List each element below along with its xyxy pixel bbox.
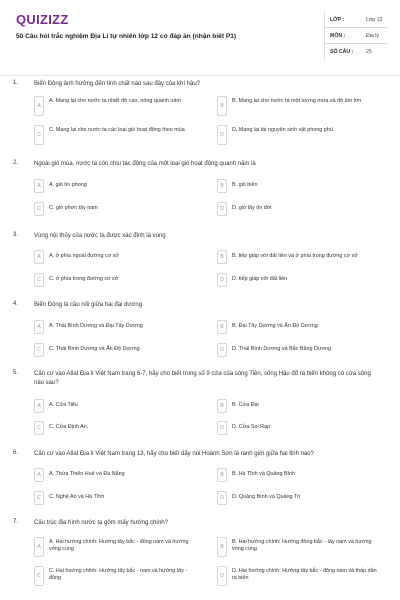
meta-row-class [325,12,388,28]
meta-value: Địa lý [366,33,379,39]
option-text: D. Thái Bình Dương và Bắc Băng Dương [232,346,331,352]
option-letter-badge: B [217,320,227,334]
question-text: Vùng nội thủy của nước ta được xác định là vùng [34,233,166,239]
option-text: B. Đại Tây Dương và Ấn Độ Dương [232,323,318,329]
question-text: Cấu trúc địa hình nước ta gồm mấy hướng chính? [34,520,168,526]
option-text: D. Cửa Soi Rạp [232,424,271,430]
option-letter-badge: B [217,96,227,116]
option-text: A. Mang lại cho nước ta nhiệt độ cao, nóng quanh năm [49,98,181,104]
option-letter-badge: B [217,399,227,413]
option-text: C. Nghệ An và Hà Tĩnh [49,494,105,500]
question-text: Căn cứ vào Atlat Địa lí Việt Nam trang 6-7, hãy cho biết trong số 9 cửa của sông Tiền, sông Hậu đổ ra biển không có cửa sông nào sau? [34,371,371,386]
option-text: B. Cửa Đại [232,402,259,408]
option-text: A. Thừa Thiên Huế và Đà Nẵng [49,471,125,477]
option-letter-badge: B [217,537,227,557]
option-letter-badge: D [217,421,227,435]
option-text: B. Mang lại cho nước ta một lượng mưa và độ ẩm lớn [232,98,362,104]
worksheet-meta [324,12,388,60]
meta-row-subject [325,28,388,44]
option-letter-badge: C [34,202,44,216]
option-letter-badge: A [34,320,44,334]
option-letter-badge: C [34,343,44,357]
meta-key: LỚP : [330,17,345,23]
option-text: D. tiếp giáp với đất liền [232,276,288,282]
question-text: Biển Đông là cầu nối giữa hai đại dương [34,302,143,308]
question-number: 4. [13,301,19,307]
option-text: C. Hai hướng chính: Hướng tây bắc - nam và hướng tây - đông [49,568,188,581]
option-letter-badge: B [217,250,227,264]
option-letter-badge: A [34,250,44,264]
option-letter-badge: C [34,491,44,505]
option-letter-badge: A [34,179,44,193]
option-text: C. ở phía trong đường cơ sở [49,276,119,282]
question-number: 5. [13,370,19,376]
option-text: B. gió biển [232,182,258,188]
question-text: Ngoài gió mùa, nước ta còn chịu tác động của một loại gió hoạt động quanh năm là [34,161,256,167]
option-letter-badge: D [217,273,227,287]
option-text: D. Mang lại tài nguyên sinh vật phong phú. [232,127,335,133]
question-text: Biển Đông ảnh hưởng đến tính chất nào sau đây của khí hậu? [34,81,201,87]
quizizz-logo: QUIZIZZ [16,12,69,27]
meta-key: SỐ CÂU : [330,49,354,55]
question-number: 7. [13,519,19,525]
option-letter-badge: D [217,343,227,357]
option-text: D. gió tây ôn đới [232,205,272,211]
meta-value: Lớp 12 [366,17,383,23]
option-text: B. Hai hướng chính: Hướng đông bắc - tây nam và hướng vòng cung [232,539,372,552]
option-text: C. Mang lại cho nước ta các loại gió hoạt động theo mùa [49,127,185,133]
question-number: 3. [13,232,19,238]
option-letter-badge: C [34,566,44,586]
option-letter-badge: D [217,202,227,216]
option-text: D. Hai hướng chính: Hướng tây bắc - đông nam và thấp dần ra biển [232,568,377,581]
option-letter-badge: A [34,399,44,413]
worksheet-header [0,0,400,76]
question-text: Căn cứ vào Atlat Địa lí Việt Nam trang 13, hãy cho biết dãy núi Hoành Sơn là ranh giới giữa hai tỉnh nào? [34,451,314,457]
option-letter-badge: D [217,125,227,145]
option-text: A. Hai hướng chính: Hướng tây bắc - đông nam và hướng vòng cung [49,539,189,552]
question-number: 6. [13,450,19,456]
option-text: C. Cửa Định An. [49,424,89,430]
option-letter-badge: C [34,421,44,435]
meta-row-question-count [325,44,388,60]
option-letter-badge: D [217,491,227,505]
option-letter-badge: D [217,566,227,586]
option-letter-badge: B [217,468,227,482]
option-text: A. ở phía ngoài đường cơ sở [49,253,119,259]
option-letter-badge: A [34,96,44,116]
meta-value: 25 [366,49,372,55]
option-text: B. tiếp giáp với đất liền và ở phía trong đường cơ sở [232,253,358,259]
option-text: B. Hà Tĩnh và Quảng Bình [232,471,296,477]
option-letter-badge: C [34,273,44,287]
option-text: A. gió tín phong [49,182,87,188]
option-text: A. Thái Bình Dương và Đại Tây Dương [49,323,143,329]
meta-key: MÔN : [330,33,346,39]
option-text: D. Quảng Bình và Quảng Trị [232,494,301,500]
option-text: C. Thái Bình Dương và Ấn Độ Dương [49,346,140,352]
question-number: 2. [13,160,19,166]
question-number: 1. [13,80,19,86]
option-letter-badge: C [34,125,44,145]
option-text: A. Cửa Tiểu [49,402,78,408]
option-letter-badge: A [34,537,44,557]
option-text: C. gió phơn tây nam [49,205,98,211]
worksheet-title: 50 Câu hỏi trắc nghiệm Địa Lí tự nhiên lớp 12 có đáp án (nhận biết P1) [16,33,237,40]
option-letter-badge: A [34,468,44,482]
option-letter-badge: B [217,179,227,193]
